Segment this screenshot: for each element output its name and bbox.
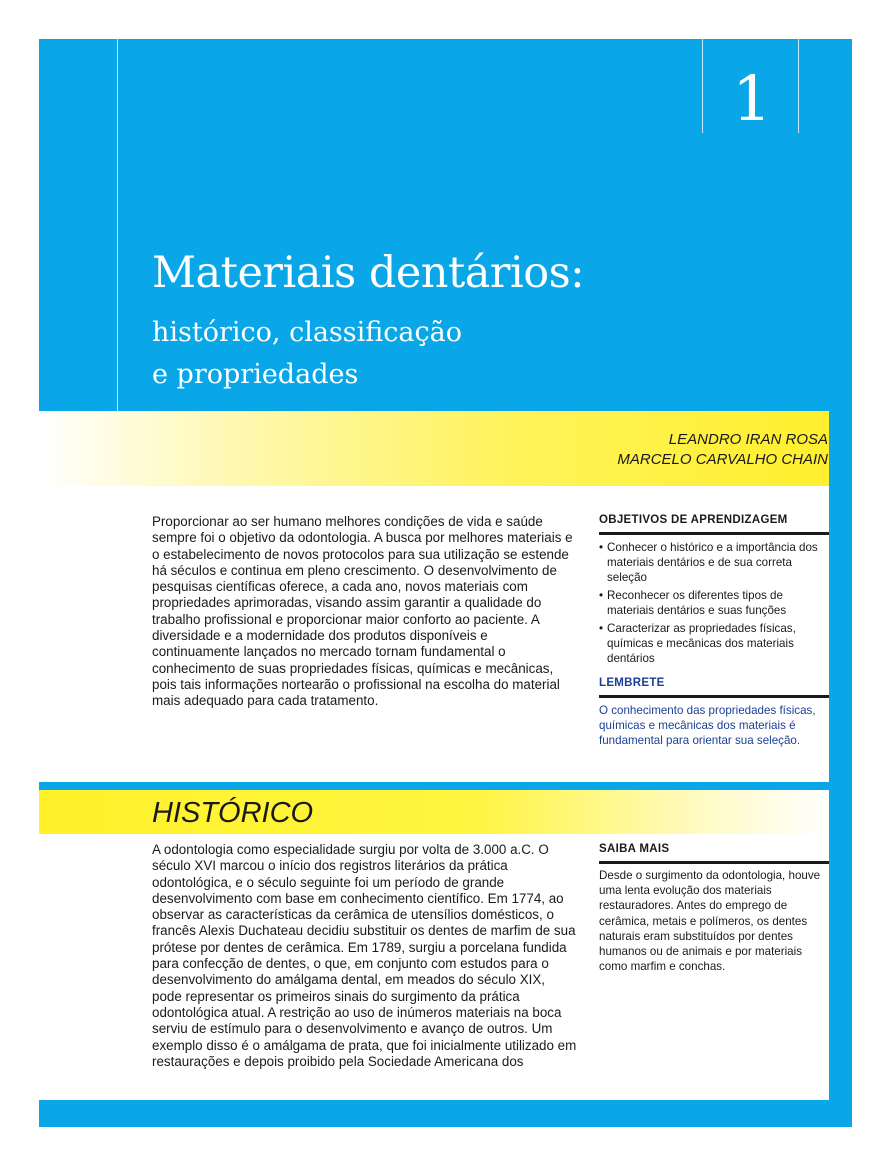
objectives-heading: OBJETIVOS DE APRENDIZAGEM xyxy=(599,514,788,526)
footer-bar xyxy=(39,1100,852,1127)
objectives-rule xyxy=(599,532,829,535)
author-name: LEANDRO IRAN ROSA xyxy=(668,431,828,448)
objective-item: • Caracterizar as propriedades físicas, químicas e mecânicas dos materiais dentários xyxy=(599,621,824,666)
chapter-number: 1 xyxy=(732,62,772,135)
author-band xyxy=(39,411,829,486)
section-title: HISTÓRICO xyxy=(152,797,314,829)
lembrete-heading: LEMBRETE xyxy=(599,677,665,689)
objective-item: • Reconhecer os diferentes tipos de materiais dentários e suas funções xyxy=(599,588,824,618)
saiba-mais-rule xyxy=(599,861,829,864)
intro-paragraph: Proporcionar ao ser humano melhores condições de vida e saúde sempre foi o objetivo da odontologia. A busca por melhores materiais e o estabelecimento de novos protocolos para sua utilização se estende há séculos e continua em pleno crescimento. O desenvolvimento de pesquisas científicas oferece, a cada ano, novos materiais com propriedades aprimoradas, visando assim garantir a qualidade do trabalho profissional e proporcionar maior conforto ao paciente. A diversidade e a modernidade dos produtos disponíveis e continuamente lançados no mercado tornam fundamental o conhecimento de suas propriedades físicas, químicas e mecânicas, pois tais informações nortearão o profissional na escolha do material mais adequado para cada tratamento. xyxy=(152,514,573,709)
objectives-list xyxy=(599,540,824,669)
header-divider-number-left xyxy=(702,39,703,133)
header-divider-left xyxy=(117,39,118,411)
right-edge-strip xyxy=(829,486,852,782)
chapter-subtitle-line-1: histórico, classificação xyxy=(152,317,462,348)
section-divider-bar xyxy=(39,782,852,790)
objective-item: • Conhecer o histórico e a importância dos materiais dentários e de sua correta seleção xyxy=(599,540,824,585)
lembrete-text: O conhecimento das propriedades físicas, químicas e mecânicas dos materiais é fundamental para orientar sua seleção. xyxy=(599,704,816,747)
chapter-subtitle-line-2: e propriedades xyxy=(152,359,359,390)
author-name: MARCELO CARVALHO CHAIN xyxy=(617,451,828,468)
chapter-subtitle xyxy=(152,312,462,396)
saiba-mais-heading: SAIBA MAIS xyxy=(599,843,670,855)
right-edge-strip xyxy=(829,790,852,1100)
saiba-mais-text: Desde o surgimento da odontologia, houve uma lenta evolução dos materiais restauradores. Antes do emprego de cerâmica, metais e polímeros, os dentes naturais eram substituídos por dentes humanos ou de animais e por materiais como marfim e conchas. xyxy=(599,869,821,974)
lembrete-rule xyxy=(599,695,829,698)
chapter-title: Materiais dentários: xyxy=(152,248,585,298)
right-edge-strip xyxy=(829,411,852,486)
historico-paragraph: A odontologia como especialidade surgiu por volta de 3.000 a.C. O século XVI marcou o início dos registros literários da prática odontológica, e o século seguinte foi um período de grande desenvolvimento com base em conhecimento científico. Em 1774, ao observar as características da cerâmica de utensílios domésticos, o francês Alexis Duchateau decidiu substituir os dentes de marfim de sua prótese por dentes de cerâmica. Em 1789, surgiu a porcelana fundida para confecção de dentes, o que, em conjunto com estudos para o desenvolvimento do amálgama dental, em meados do século XIX, pode representar os primeiros sinais do surgimento da prática odontológica atual. A restrição ao uso de inúmeros materiais na boca serviu de estímulo para o desenvolvimento e avanço de outros. Um exemplo disso é o amálgama de prata, que foi inicialmente utilizado em restaurações e depois proibido pela Sociedade Americana dos xyxy=(152,842,577,1069)
